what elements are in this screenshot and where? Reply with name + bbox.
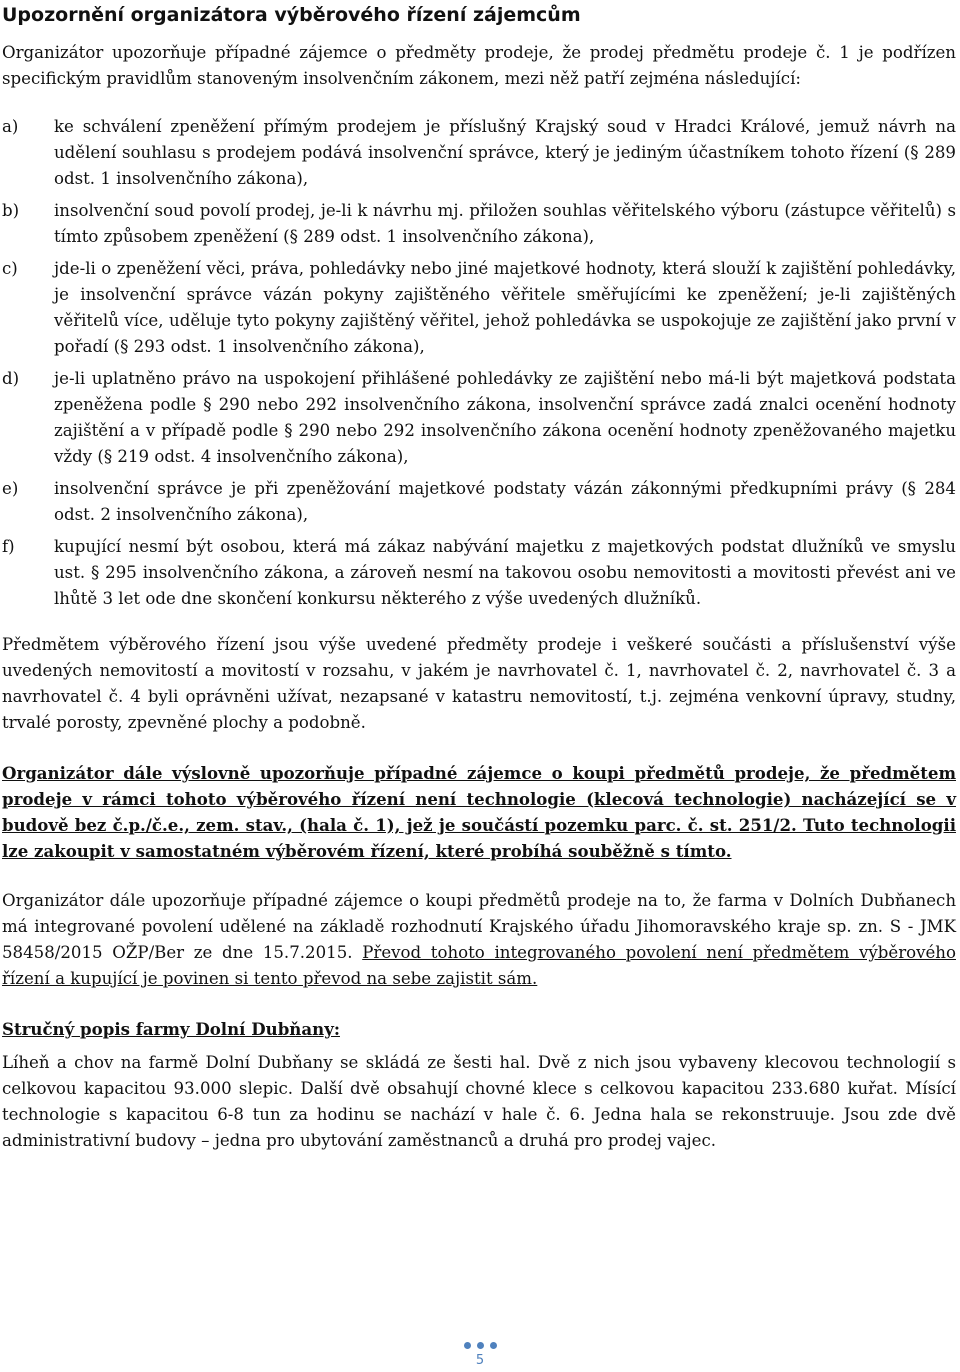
list-marker: b) [2,201,20,220]
list-text: ke schválení zpeněžení přímým prodejem je příslušný Krajský soud v Hradci Králové, jemuž návrh na udělení souhlasu s prodejem podává insolvenční správce, který je jediným účastníkem tohoto řízení (§ 289 odst. 1 insolvenčního zákona), [54,117,956,188]
permit-transfer-note: Převod tohoto integrovaného povolení není předmětem výběrového řízení a kupující je povinen si tento převod na sebe zajistit sám. [2,943,956,988]
list-item [2,256,956,360]
list-item [2,198,956,250]
list-text: insolvenční soud povolí prodej, je-li k návrhu mj. přiložen souhlas věřitelského výboru (zástupce věřitelů) s tímto způsobem zpeněžení (§ 289 odst. 1 insolvenčního zákona), [54,201,956,246]
list-marker: c) [2,259,18,278]
list-item [2,114,956,192]
farm-heading: Stručný popis farmy Dolní Dubňany: [2,1019,340,1039]
permit-paragraph [2,888,956,992]
permit-text: Organizátor dále upozorňuje případné zájemce o koupi předmětů prodeje na to, že farma v Dolních Dubňanech má integrované povolení udělené na základě rozhodnutí Krajského úřadu Jihomoravského kraje sp. zn. S - JMK 58458/2015 OŽP/Ber ze dne 15.7.2015. [2,891,956,962]
subject-paragraph: Předmětem výběrového řízení jsou výše uvedené předměty prodeje i veškeré součásti a příslušenství výše uvedených nemovitostí a movitostí v rozsahu, v jakém je navrhovatel č. 1, navrhovatel č. 2, navrhovatel č. 3 a navrhovatel č. 4 byli oprávněni užívat, nezapsané v katastru nemovitostí, t.j. zejména venkovní úpravy, studny, trvalé porosty, zpevněné plochy a podobně. [2,635,956,732]
list-text: insolvenční správce je při zpeněžování majetkové podstaty vázán zákonnými předkupními právy (§ 284 odst. 2 insolvenčního zákona), [54,479,956,524]
page-footer [0,1342,960,1368]
farm-description: Líheň a chov na farmě Dolní Dubňany se skládá ze šesti hal. Dvě z nich jsou vybaveny klecovou technologií s celkovou kapacitou 93.000 slepic. Další dvě obsahují chovné klece s celkovou kapacitou 233.680 kuřat. Mísící technologie s kapacitou 6-8 tun za hodinu se nachází v hale č. 6. Jedna hala se rekonstruuje. Jsou zde dvě administrativní budovy – jedna pro ubytování zaměstnanců a druhá pro prodej vajec. [2,1053,956,1150]
list-item [2,476,956,528]
page-number: 5 [475,1353,485,1368]
conditions-list [2,114,956,612]
list-marker: e) [2,479,19,498]
list-item [2,366,956,470]
list-text: kupující nesmí být osobou, která má zákaz nabývání majetku z majetkových podstat dlužníků ve smyslu ust. § 295 insolvenčního zákona, a zároveň nesmí na takovou osobu nemovitosti a movitosti převést ani ve lhůtě 3 let ode dne skončení konkursu některého z výše uvedených dlužníků. [54,537,956,608]
list-text: jde-li o zpeněžení věci, práva, pohledávky nebo jiné majetkové hodnoty, která slouží k zajištění pohledávky, je insolvenční správce vázán pokyny zajištěného věřitele směřujícími ke zpeněžení; je-li zajištěných věřitelů více, uděluje tyto pokyny zajištěný věřitel, jehož pohledávka se uspokojuje ze zajištění jako první v pořadí (§ 293 odst. 1 insolvenčního zákona), [54,259,956,356]
list-item [2,534,956,612]
list-marker: f) [2,537,15,556]
footer-dots-icon [0,1342,960,1349]
page-heading: Upozornění organizátora výběrového řízení zájemcům [2,4,581,26]
document-page [0,2,960,1372]
list-text: je-li uplatněno právo na uspokojení přihlášené pohledávky ze zajištění nebo má-li být majetková podstata zpeněžena podle § 290 nebo 292 insolvenčního zákona, insolvenční správce zadá znalci ocenění hodnoty zajištění a v případě podle § 290 nebo 292 insolvenčního zákona ocenění hodnoty zpeněžovaného majetku vždy (§ 219 odst. 4 insolvenčního zákona), [54,369,956,466]
list-marker: d) [2,369,20,388]
list-marker: a) [2,117,19,136]
technology-notice: Organizátor dále výslovně upozorňuje případné zájemce o koupi předmětů prodeje, že předmětem prodeje v rámci tohoto výběrového řízení není technologie (klecová technologie) nacházející se v budově bez č.p./č.e., zem. stav., (hala č. 1), jež je součástí pozemku parc. č. st. 251/2. Tuto technologii lze zakoupit v samostatném výběrovém řízení, které probíhá souběžně s tímto. [2,763,956,861]
intro-paragraph: Organizátor upozorňuje případné zájemce o předměty prodeje, že prodej předmětu prodeje č. 1 je podřízen specifickým pravidlům stanoveným insolvenčním zákonem, mezi něž patří zejména následující: [2,43,956,88]
